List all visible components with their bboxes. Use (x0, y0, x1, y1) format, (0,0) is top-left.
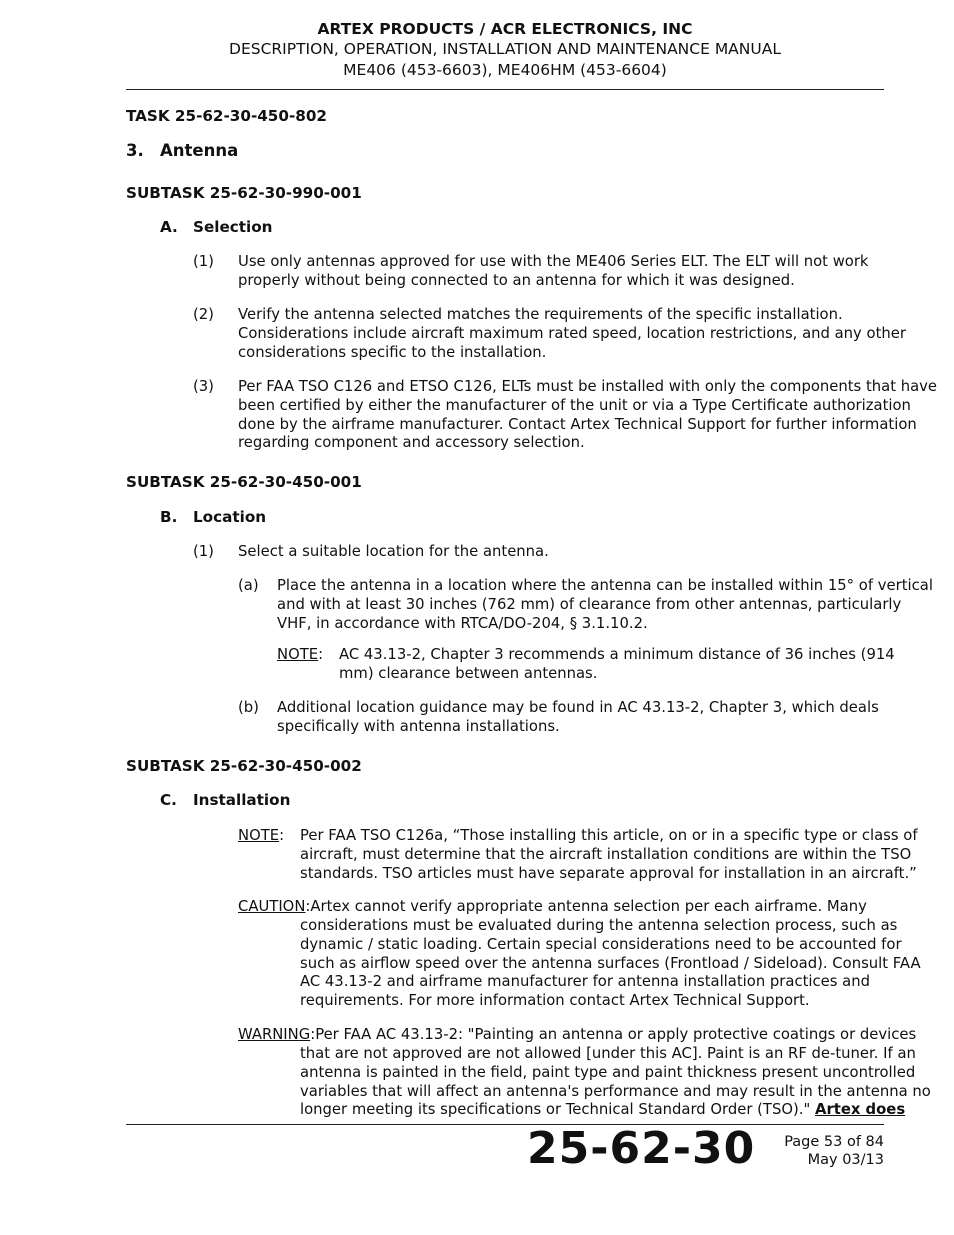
caution-first-line (238, 898, 867, 917)
text-line: such as airflow speed over the antenna surfaces (Frontload / Sideload). Consult FAA (300, 954, 921, 972)
text-line: Per FAA TSO C126 and ETSO C126, ELTs must be installed with only the components that have (238, 378, 938, 395)
part-c-letter: C. (160, 791, 177, 809)
text-line: AC 43.13-2 and airframe manufacturer for antenna installation practices and (300, 973, 870, 991)
a-item-1-text (238, 253, 869, 291)
text-line: VHF, in accordance with RTCA/DO-204, § 3.1.10.2. (277, 614, 648, 632)
text-line: been certified by either the manufacturer of the unit or via a Type Certificate authorization (238, 396, 911, 414)
a-item-2-number: (2) (193, 306, 214, 323)
c-note-label (238, 827, 284, 846)
subtask-id-selection: SUBTASK 25-62-30-990-001 (126, 184, 362, 202)
section-number: 3. (126, 141, 144, 160)
text-line: done by the airframe manufacturer. Contact Artex Technical Support for further information (238, 415, 917, 433)
task-id: TASK 25-62-30-450-802 (126, 107, 327, 125)
warning-first-text: :Per FAA AC 43.13-2: "Painting an antenna or apply protective coatings or devices (310, 1026, 917, 1043)
text-line: dynamic / static loading. Certain special considerations need to be accounted for (300, 935, 902, 953)
a-item-2-text (238, 306, 906, 362)
footer-date: May 03/13 (807, 1152, 884, 1168)
text-line: regarding component and accessory selection. (238, 434, 585, 452)
part-b-letter: B. (160, 508, 178, 526)
text-line: Additional location guidance may be found in AC 43.13-2, Chapter 3, which deals (277, 699, 879, 716)
caution-label: CAUTION (238, 898, 306, 915)
note-label: NOTE (277, 646, 319, 663)
part-c-title: Installation (193, 791, 291, 809)
text-line: mm) clearance between antennas. (339, 664, 598, 682)
b-note-label (277, 646, 323, 665)
text-line: AC 43.13-2, Chapter 3 recommends a minimum distance of 36 inches (914 (339, 646, 895, 663)
header-company: ARTEX PRODUCTS / ACR ELECTRONICS, INC (317, 20, 693, 38)
b-item-1-text: Select a suitable location for the antenna. (238, 543, 549, 560)
b-note-text (339, 646, 895, 684)
note-colon: : (279, 827, 285, 844)
text-line: Use only antennas approved for use with the ME406 Series ELT. The ELT will not work (238, 253, 869, 270)
warning-label: WARNING (238, 1026, 311, 1043)
text-line: aircraft, must determine that the aircraft installation conditions are within the TSO (300, 845, 912, 863)
a-item-3-number: (3) (193, 378, 214, 395)
header-models: ME406 (453-6603), ME406HM (453-6604) (343, 61, 667, 79)
part-a-letter: A. (160, 218, 178, 236)
caution-text (300, 917, 921, 1011)
subtask-id-location: SUBTASK 25-62-30-450-001 (126, 473, 362, 491)
warning-first-line (238, 1026, 916, 1045)
section-title: Antenna (160, 141, 239, 160)
a-item-3-text (238, 378, 937, 453)
caution-first-text: :Artex cannot verify appropriate antenna selection per each airframe. Many (305, 898, 867, 915)
a-item-1-number: (1) (193, 253, 214, 270)
footer-chapter-number: 25-62-30 (527, 1123, 756, 1174)
footer-page-number: Page 53 of 84 (784, 1134, 884, 1150)
header-manual-title: DESCRIPTION, OPERATION, INSTALLATION AND MAINTENANCE MANUAL (229, 40, 781, 58)
b-sub-a-letter: (a) (238, 577, 259, 594)
b-sub-b-text (277, 699, 879, 737)
text-line: specifically with antenna installations. (277, 717, 560, 735)
b-sub-b-letter: (b) (238, 699, 259, 716)
text-line: properly without being connected to an antenna for which it was designed. (238, 271, 795, 289)
note-label: NOTE (238, 827, 280, 844)
c-note-text (300, 827, 918, 883)
text-line: antenna is painted in the field, paint type and paint thickness present uncontrolled (300, 1063, 916, 1081)
b-sub-a-text (277, 577, 933, 633)
warning-text (300, 1045, 931, 1120)
text-line: considerations must be evaluated during the antenna selection process, such as (300, 917, 898, 934)
text-line: standards. TSO articles must have separate approval for installation in an aircraft.” (300, 864, 917, 882)
text-line: variables that will affect an antenna's performance and may result in the antenna no (300, 1082, 931, 1100)
footer-rule (126, 1124, 884, 1125)
text-line: Place the antenna in a location where the antenna can be installed within 15° of vertical (277, 577, 933, 594)
text-line (300, 1101, 931, 1120)
note-colon: : (318, 646, 324, 663)
text-line: considerations specific to the installation. (238, 343, 547, 361)
warning-last-text: longer meeting its specifications or Technical Standard Order (TSO)." (300, 1101, 815, 1119)
text-line: requirements. For more information contact Artex Technical Support. (300, 992, 810, 1010)
text-line: that are not approved are not allowed [under this AC]. Paint is an RF de-tuner. If an (300, 1045, 916, 1062)
b-item-1-number: (1) (193, 543, 214, 560)
header-rule (126, 89, 884, 90)
part-a-title: Selection (193, 218, 273, 236)
warning-artex-emphasis: Artex does (815, 1101, 906, 1119)
text-line: Considerations include aircraft maximum rated speed, location restrictions, and any other (238, 324, 906, 342)
text-line: Verify the antenna selected matches the requirements of the specific installation. (238, 306, 843, 323)
text-line: Per FAA TSO C126a, “Those installing this article, on or in a specific type or class of (300, 827, 918, 844)
text-line: and with at least 30 inches (762 mm) of clearance from other antennas, particularly (277, 595, 902, 613)
part-b-title: Location (193, 508, 267, 526)
subtask-id-installation: SUBTASK 25-62-30-450-002 (126, 757, 362, 775)
